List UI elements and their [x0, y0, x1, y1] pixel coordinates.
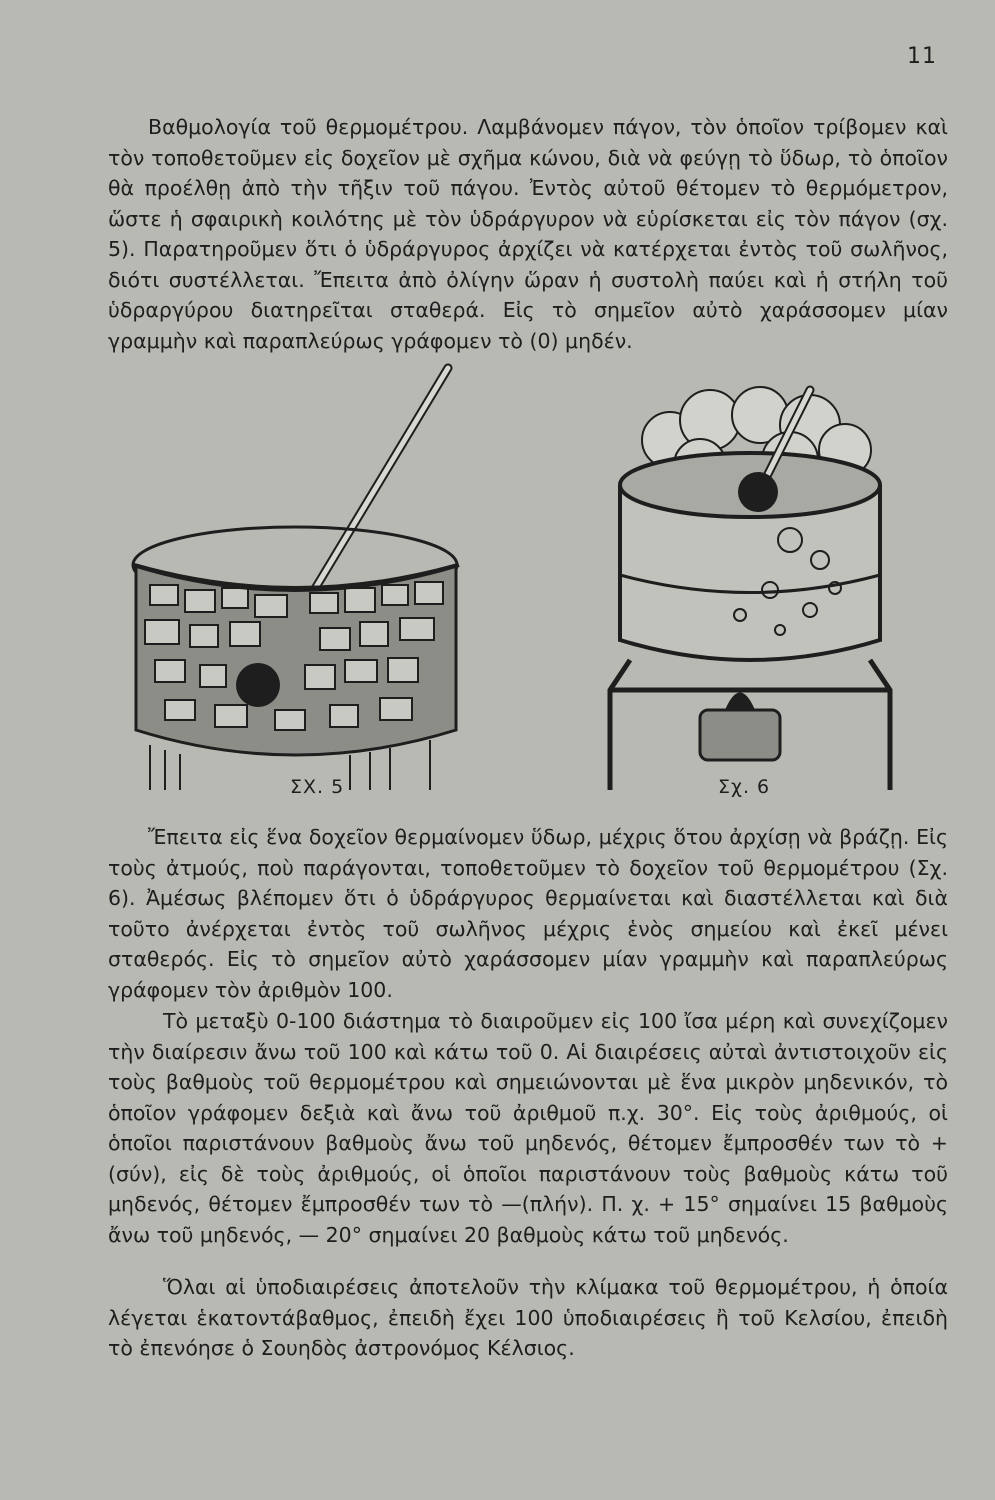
paragraph-boiling-calibration: Ἔπειτα εἰς ἕνα δοχεῖον θερμαίνομεν ὕδωρ, μέχρις ὅτου ἀρχίσῃ νὰ βράζῃ. Εἰς τοὺς ἀτμούς, ποὺ παράγονται, τοποθετοῦμεν τὸ δοχεῖον τοῦ θερμομέτρου (Σχ. 6). Ἀμέσως βλέπομεν ὅτι ὁ ὑδράργυρος θερμαίνεται καὶ διαστέλλεται καὶ διὰ τοῦτο ἀνέρχεται ἐντὸς τοῦ σωλῆνος μέχρις ἑνὸς σημείου καὶ ἐκεῖ μένει σταθερός. Εἰς τὸ σημεῖον αὐτὸ χαράσσομεν μίαν γραμμὴν καὶ παραπλεύρως γράφομεν τὸν ἀριθμὸν 100. — [108, 825, 948, 1002]
paragraph-ice-calibration: Βαθμολογία τοῦ θερμομέτρου. Λαμβάνομεν πάγον, τὸν ὁποῖον τρίβομεν καὶ τὸν τοποθετοῦμεν εἰς δοχεῖον μὲ σχῆμα κώνου, διὰ νὰ φεύγῃ τὸ ὕδωρ, τὸ ὁποῖον θὰ προέλθῃ ἀπὸ τὴν τῆξιν τοῦ πάγου. Ἐντὸς αὐτοῦ θέτομεν τὸ θερμόμετρον, ὥστε ἡ σφαιρικὴ κοιλότης μὲ τὸν ὑδράργυρον νὰ εὑρίσκεται εἰς τὸν πάγον (σχ. 5). Παρατηροῦμεν ὅτι ὁ ὑδράργυρος ἀρχίζει νὰ κατέρχεται ἐντὸς τοῦ σωλῆνος, διότι συστέλλεται. Ἔπειτα ἀπὸ ὀλίγην ὥραν ἡ συστολὴ παύει καὶ ἡ στήλη τοῦ ὑδραργύρου διατηρεῖται σταθερά. Εἰς τὸ σημεῖον αὐτὸ χαράσσομεν μίαν γραμμὴν καὶ παραπλεύρως γράφομεν τὸ (0) μηδέν. — [108, 115, 948, 353]
paragraph-scale-division: Τὸ μεταξὺ 0-100 διάστημα τὸ διαιροῦμεν εἰς 100 ἴσα μέρη καὶ συνεχίζομεν τὴν διαίρεσιν ἄνω τοῦ 100 καὶ κάτω τοῦ 0. Αἱ διαιρέσεις αὐταὶ ἀντιστοιχοῦν εἰς τοὺς βαθμοὺς τοῦ θερμομέτρου καὶ σημειώνονται μὲ ἕνα μικρὸν μηδενικόν, τὸ ὁποῖον γράφομεν δεξιὰ καὶ ἄνω τοῦ ἀριθμοῦ π.χ. 30°. Εἰς τοὺς ἀριθμούς, οἱ ὁποῖοι παριστάνουν βαθμοὺς ἄνω τοῦ μηδενός, θέτομεν ἔμπροσθέν των τὸ +(σύν), εἰς δὲ τοὺς ἀριθμούς, οἱ ὁποῖοι παριστάνουν τοὺς βαθμοὺς κάτω τοῦ μηδενός, θέτομεν ἔμπροσθέν των τὸ —(πλήν). Π. χ. + 15° σημαίνει 15 βαθμοὺς ἄνω τοῦ μηδενός, — 20° σημαίνει 20 βαθμοὺς κάτω τοῦ μηδενός. — [108, 1009, 948, 1247]
figure-5-ice-container — [130, 360, 470, 800]
page-number: 11 — [907, 44, 937, 69]
figure-5-caption: ΣΧ. 5 — [290, 776, 345, 798]
paragraph-celsius-scale: Ὅλαι αἱ ὑποδιαιρέσεις ἀποτελοῦν τὴν κλίμακα τοῦ θερμομέτρου, ἡ ὁποία λέγεται ἑκατοντάβαθμος, ἐπειδὴ ἔχει 100 ὑποδιαιρέσεις ἢ τοῦ Κελσίου, ἐπειδὴ τὸ ἐπενόησε ὁ Σουηδὸς ἀστρονόμος Κέλσιος. — [108, 1275, 948, 1360]
boiling-pot-illustration — [590, 360, 920, 800]
figure-6-boiling-pot — [590, 360, 920, 800]
ice-container-illustration — [130, 360, 470, 800]
figure-6-caption: Σχ. 6 — [718, 776, 771, 798]
